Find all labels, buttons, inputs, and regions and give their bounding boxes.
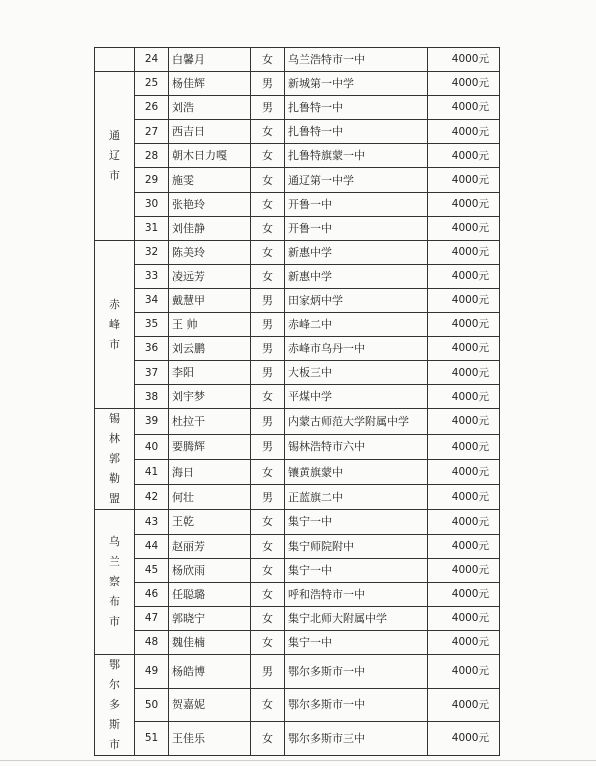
gender: 男	[251, 288, 285, 312]
gender: 男	[251, 654, 285, 688]
student-name: 魏佳楠	[169, 630, 251, 654]
school-name: 扎鲁特旗蒙一中	[285, 144, 428, 168]
gender: 女	[251, 582, 285, 606]
row-number: 32	[135, 240, 169, 264]
school-name: 鄂尔多斯市一中	[285, 654, 428, 688]
student-name: 刘云鹏	[169, 337, 251, 361]
table-row	[95, 120, 500, 144]
gender: 男	[251, 337, 285, 361]
gender: 男	[251, 409, 285, 434]
region-cell	[95, 72, 135, 241]
gender: 女	[251, 144, 285, 168]
school-name: 内蒙古师范大学附属中学	[285, 409, 428, 434]
gender: 女	[251, 48, 285, 72]
student-name: 陈美玲	[169, 240, 251, 264]
row-number: 31	[135, 216, 169, 240]
student-name: 张艳玲	[169, 192, 251, 216]
region-label: 乌兰察布市	[109, 535, 120, 629]
row-number: 44	[135, 534, 169, 558]
award-amount: 4000元	[428, 240, 500, 264]
table-row	[95, 168, 500, 192]
school-name: 正蓝旗二中	[285, 485, 428, 510]
table-row	[95, 558, 500, 582]
student-name: 凌远芳	[169, 264, 251, 288]
table-row	[95, 48, 500, 72]
student-name: 杜拉干	[169, 409, 251, 434]
award-amount: 4000元	[428, 630, 500, 654]
gender: 女	[251, 722, 285, 756]
row-number: 38	[135, 385, 169, 409]
student-name: 王乾	[169, 510, 251, 534]
gender: 女	[251, 192, 285, 216]
table-row	[95, 688, 500, 722]
table-row	[95, 192, 500, 216]
school-name: 赤峰市乌丹一中	[285, 337, 428, 361]
gender: 女	[251, 264, 285, 288]
school-name: 集宁一中	[285, 630, 428, 654]
student-name: 郭晓宁	[169, 606, 251, 630]
row-number: 30	[135, 192, 169, 216]
school-name: 集宁师院附中	[285, 534, 428, 558]
row-number: 24	[135, 48, 169, 72]
page-bottom-edge	[0, 760, 596, 761]
row-number: 47	[135, 606, 169, 630]
award-amount: 4000元	[428, 434, 500, 459]
school-name: 平煤中学	[285, 385, 428, 409]
award-amount: 4000元	[428, 313, 500, 337]
gender: 男	[251, 361, 285, 385]
award-amount: 4000元	[428, 337, 500, 361]
school-name: 镶黄旗蒙中	[285, 459, 428, 484]
award-amount: 4000元	[428, 409, 500, 434]
gender: 女	[251, 688, 285, 722]
table-row	[95, 385, 500, 409]
award-amount: 4000元	[428, 264, 500, 288]
row-number: 48	[135, 630, 169, 654]
gender: 女	[251, 630, 285, 654]
gender: 女	[251, 459, 285, 484]
student-name: 赵丽芳	[169, 534, 251, 558]
table-row	[95, 606, 500, 630]
student-name: 施雯	[169, 168, 251, 192]
table-row	[95, 722, 500, 756]
gender: 男	[251, 313, 285, 337]
school-name: 大板三中	[285, 361, 428, 385]
student-name: 贺嘉妮	[169, 688, 251, 722]
award-amount: 4000元	[428, 485, 500, 510]
award-amount: 4000元	[428, 144, 500, 168]
row-number: 28	[135, 144, 169, 168]
table-row	[95, 337, 500, 361]
gender: 女	[251, 168, 285, 192]
student-name: 戴慧甲	[169, 288, 251, 312]
gender: 女	[251, 240, 285, 264]
student-name: 白馨月	[169, 48, 251, 72]
table-row	[95, 409, 500, 434]
region-label: 锡林郭勒盟	[109, 412, 120, 506]
school-name: 集宁一中	[285, 510, 428, 534]
row-number: 46	[135, 582, 169, 606]
award-amount: 4000元	[428, 96, 500, 120]
table-row	[95, 288, 500, 312]
table-row	[95, 144, 500, 168]
school-name: 开鲁一中	[285, 192, 428, 216]
award-amount: 4000元	[428, 654, 500, 688]
school-name: 乌兰浩特市一中	[285, 48, 428, 72]
student-name: 李阳	[169, 361, 251, 385]
school-name: 呼和浩特市一中	[285, 582, 428, 606]
gender: 女	[251, 385, 285, 409]
row-number: 45	[135, 558, 169, 582]
award-amount: 4000元	[428, 510, 500, 534]
gender: 女	[251, 534, 285, 558]
scholarship-table	[94, 47, 500, 756]
row-number: 42	[135, 485, 169, 510]
award-amount: 4000元	[428, 722, 500, 756]
student-name: 刘浩	[169, 96, 251, 120]
student-name: 杨皓博	[169, 654, 251, 688]
school-name: 通辽第一中学	[285, 168, 428, 192]
student-name: 王 帅	[169, 313, 251, 337]
school-name: 新惠中学	[285, 240, 428, 264]
table-body	[95, 48, 500, 756]
row-number: 51	[135, 722, 169, 756]
row-number: 37	[135, 361, 169, 385]
school-name: 扎鲁特一中	[285, 96, 428, 120]
award-amount: 4000元	[428, 216, 500, 240]
gender: 女	[251, 120, 285, 144]
award-amount: 4000元	[428, 168, 500, 192]
row-number: 36	[135, 337, 169, 361]
row-number: 25	[135, 72, 169, 96]
table-row	[95, 216, 500, 240]
student-name: 朝木日力嘎	[169, 144, 251, 168]
table-row	[95, 313, 500, 337]
school-name: 田家炳中学	[285, 288, 428, 312]
gender: 男	[251, 96, 285, 120]
gender: 女	[251, 606, 285, 630]
school-name: 赤峰二中	[285, 313, 428, 337]
gender: 男	[251, 485, 285, 510]
student-name: 刘佳静	[169, 216, 251, 240]
gender: 女	[251, 558, 285, 582]
award-amount: 4000元	[428, 534, 500, 558]
student-name: 要腾辉	[169, 434, 251, 459]
table-row	[95, 510, 500, 534]
school-name: 新城第一中学	[285, 72, 428, 96]
gender: 男	[251, 434, 285, 459]
school-name: 扎鲁特一中	[285, 120, 428, 144]
table-row	[95, 485, 500, 510]
award-amount: 4000元	[428, 688, 500, 722]
table-row	[95, 96, 500, 120]
table-row	[95, 582, 500, 606]
region-cell	[95, 409, 135, 510]
region-cell	[95, 510, 135, 655]
table-row	[95, 264, 500, 288]
school-name: 鄂尔多斯市一中	[285, 688, 428, 722]
award-amount: 4000元	[428, 606, 500, 630]
region-cell	[95, 240, 135, 409]
school-name: 锡林浩特市六中	[285, 434, 428, 459]
row-number: 40	[135, 434, 169, 459]
row-number: 26	[135, 96, 169, 120]
region-label: 通辽市	[109, 128, 120, 182]
award-amount: 4000元	[428, 48, 500, 72]
student-name: 任聪璐	[169, 582, 251, 606]
student-name: 刘宇梦	[169, 385, 251, 409]
award-amount: 4000元	[428, 72, 500, 96]
student-name: 西吉日	[169, 120, 251, 144]
award-amount: 4000元	[428, 558, 500, 582]
table-row	[95, 534, 500, 558]
region-cell	[95, 48, 135, 72]
row-number: 35	[135, 313, 169, 337]
award-amount: 4000元	[428, 288, 500, 312]
row-number: 27	[135, 120, 169, 144]
row-number: 43	[135, 510, 169, 534]
region-cell	[95, 654, 135, 755]
region-label: 鄂尔多斯市	[109, 657, 120, 751]
award-amount: 4000元	[428, 459, 500, 484]
school-name: 集宁一中	[285, 558, 428, 582]
row-number: 33	[135, 264, 169, 288]
table-row	[95, 72, 500, 96]
student-name: 杨佳辉	[169, 72, 251, 96]
table-row	[95, 459, 500, 484]
row-number: 41	[135, 459, 169, 484]
student-name: 王佳乐	[169, 722, 251, 756]
award-amount: 4000元	[428, 120, 500, 144]
gender: 女	[251, 510, 285, 534]
award-amount: 4000元	[428, 582, 500, 606]
row-number: 39	[135, 409, 169, 434]
row-number: 50	[135, 688, 169, 722]
gender: 男	[251, 72, 285, 96]
table-row	[95, 654, 500, 688]
school-name: 鄂尔多斯市三中	[285, 722, 428, 756]
region-label: 赤峰市	[109, 297, 120, 351]
student-name: 杨欣雨	[169, 558, 251, 582]
school-name: 集宁北师大附属中学	[285, 606, 428, 630]
row-number: 29	[135, 168, 169, 192]
row-number: 34	[135, 288, 169, 312]
row-number: 49	[135, 654, 169, 688]
student-name: 海日	[169, 459, 251, 484]
table-row	[95, 630, 500, 654]
student-name: 何壮	[169, 485, 251, 510]
school-name: 新惠中学	[285, 264, 428, 288]
award-amount: 4000元	[428, 385, 500, 409]
table-row	[95, 240, 500, 264]
award-amount: 4000元	[428, 361, 500, 385]
school-name: 开鲁一中	[285, 216, 428, 240]
gender: 女	[251, 216, 285, 240]
table-row	[95, 434, 500, 459]
award-amount: 4000元	[428, 192, 500, 216]
table-row	[95, 361, 500, 385]
